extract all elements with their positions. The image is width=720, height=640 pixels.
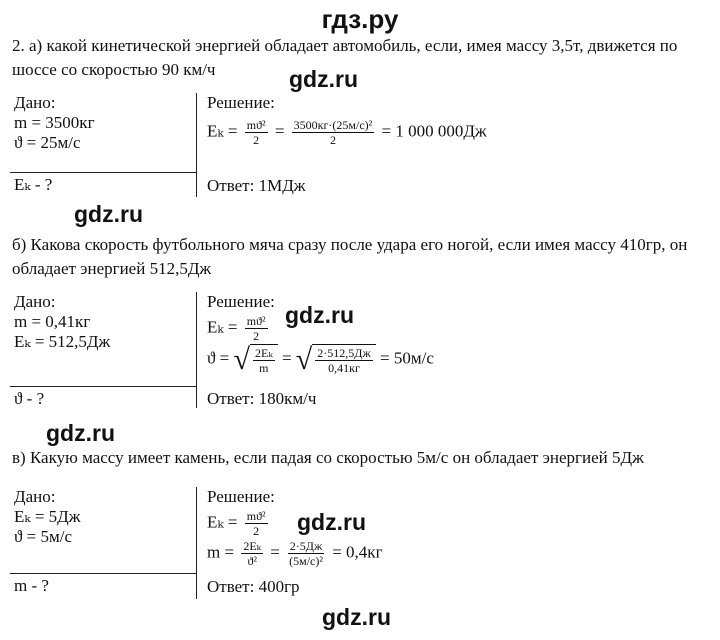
- fraction: [315, 346, 372, 375]
- fraction: [245, 509, 268, 538]
- fraction-numerator: 2·512,5Дж: [317, 346, 371, 360]
- given-item: m = 0,41кг: [14, 312, 91, 331]
- fraction: [245, 314, 268, 343]
- watermark: gdz.ru: [322, 604, 391, 630]
- fraction-denominator: m: [259, 361, 269, 375]
- fraction-denominator: 2: [253, 133, 260, 147]
- formula-lhs: Eₖ =: [207, 121, 238, 141]
- divider-horizontal: [10, 386, 197, 387]
- fraction-numerator: 2·5Дж: [289, 539, 323, 553]
- find-label: m - ?: [14, 576, 49, 595]
- divider-vertical: [196, 292, 197, 408]
- given-label: Дано:: [14, 487, 56, 506]
- solution-a: [207, 93, 707, 113]
- watermark: gdz.ru: [297, 509, 366, 535]
- divider-horizontal: [10, 573, 197, 574]
- given-item: ϑ = 5м/с: [14, 527, 73, 546]
- divider-vertical: [196, 487, 197, 599]
- solution-label: Решение:: [207, 487, 275, 506]
- given-item: m = 3500кг: [14, 113, 95, 132]
- formula-mass-c: [207, 539, 383, 568]
- equals-sign: =: [274, 121, 285, 141]
- given-label: Дано:: [14, 93, 56, 112]
- fraction-numerator: 3500кг·(25м/с)²: [293, 118, 373, 132]
- watermark: gdz.ru: [46, 420, 115, 446]
- divider-vertical: [196, 93, 197, 197]
- given-block-c: [14, 487, 192, 547]
- given-item: Eₖ = 5Дж: [14, 507, 81, 526]
- fraction-denominator: 2: [253, 329, 260, 343]
- solution-c: [207, 487, 707, 507]
- watermark: gdz.ru: [74, 201, 143, 227]
- find-label: ϑ - ?: [14, 389, 45, 408]
- fraction: [292, 118, 375, 147]
- watermark: gdz.ru: [285, 302, 354, 328]
- formula-lhs: Eₖ =: [207, 317, 238, 337]
- answer-b: Ответ: 180км/ч: [207, 389, 317, 408]
- solution-label: Решение:: [207, 292, 275, 311]
- equals-sign: =: [270, 542, 280, 562]
- problem-c-text: в) Какую массу имеет камень, если падая со скоростью 5м/с он обладает энергией 5Дж: [12, 448, 644, 467]
- given-block-a: [14, 93, 192, 153]
- divider-horizontal: [10, 172, 197, 173]
- formula-result: = 1 000 000Дж: [381, 121, 487, 141]
- given-item: Eₖ = 512,5Дж: [14, 332, 111, 351]
- answer-c: Ответ: 400гр: [207, 577, 300, 596]
- solution-label: Решение:: [207, 93, 275, 112]
- fraction-numerator: 2Eₖ: [254, 346, 273, 360]
- fraction: [245, 118, 268, 147]
- problem-b-text: б) Какова скорость футбольного мяча сразу после удара его ногой, если имея массу 410гр, он обладает энергией 512,5Дж: [12, 235, 688, 278]
- given-label: Дано:: [14, 292, 56, 311]
- find-label: Eₖ - ?: [14, 175, 53, 194]
- fraction: [253, 346, 275, 375]
- square-root: √ $\frac{2\cdot 512,5Дж}{0,41кг}$: [296, 344, 376, 375]
- fraction-denominator: (5м/с)²: [289, 554, 323, 568]
- fraction-denominator: ϑ²: [247, 554, 257, 568]
- given-block-b: [14, 292, 192, 352]
- square-root: √ $\frac{\text{2Eₖ}}{m}$: [234, 344, 278, 375]
- fraction-denominator: 2: [253, 524, 260, 538]
- formula-lhs: Eₖ =: [207, 512, 238, 532]
- fraction: [241, 539, 263, 568]
- formula-energy-a: [207, 118, 487, 147]
- given-item: ϑ = 25м/с: [14, 133, 81, 152]
- fraction-numerator: mϑ²: [246, 509, 266, 523]
- solution-b: [207, 292, 707, 312]
- fraction-numerator: mϑ²: [246, 314, 266, 328]
- formula-result: = 50м/с: [380, 348, 434, 368]
- fraction-numerator: 2Eₖ: [243, 539, 262, 553]
- answer-a: Ответ: 1МДж: [207, 176, 306, 195]
- formula-velocity-b: [207, 344, 434, 375]
- formula-energy-c: [207, 509, 271, 538]
- watermark: gdz.ru: [289, 66, 358, 92]
- site-title: гдз.ру: [321, 4, 399, 34]
- formula-lhs: m =: [207, 542, 235, 562]
- formula-result: = 0,4кг: [332, 542, 383, 562]
- equals-sign: =: [281, 348, 292, 368]
- problem-a-text: 2. а) какой кинетической энергией обладает автомобиль, если, имея массу 3,5т, движется по шоссе со скоростью 90 км/ч: [12, 36, 678, 79]
- fraction-numerator: mϑ²: [246, 118, 266, 132]
- fraction-denominator: 0,41кг: [328, 361, 360, 375]
- fraction-denominator: 2: [329, 133, 336, 147]
- formula-lhs: ϑ =: [207, 348, 230, 368]
- fraction: [287, 539, 325, 568]
- formula-energy-b: [207, 314, 271, 343]
